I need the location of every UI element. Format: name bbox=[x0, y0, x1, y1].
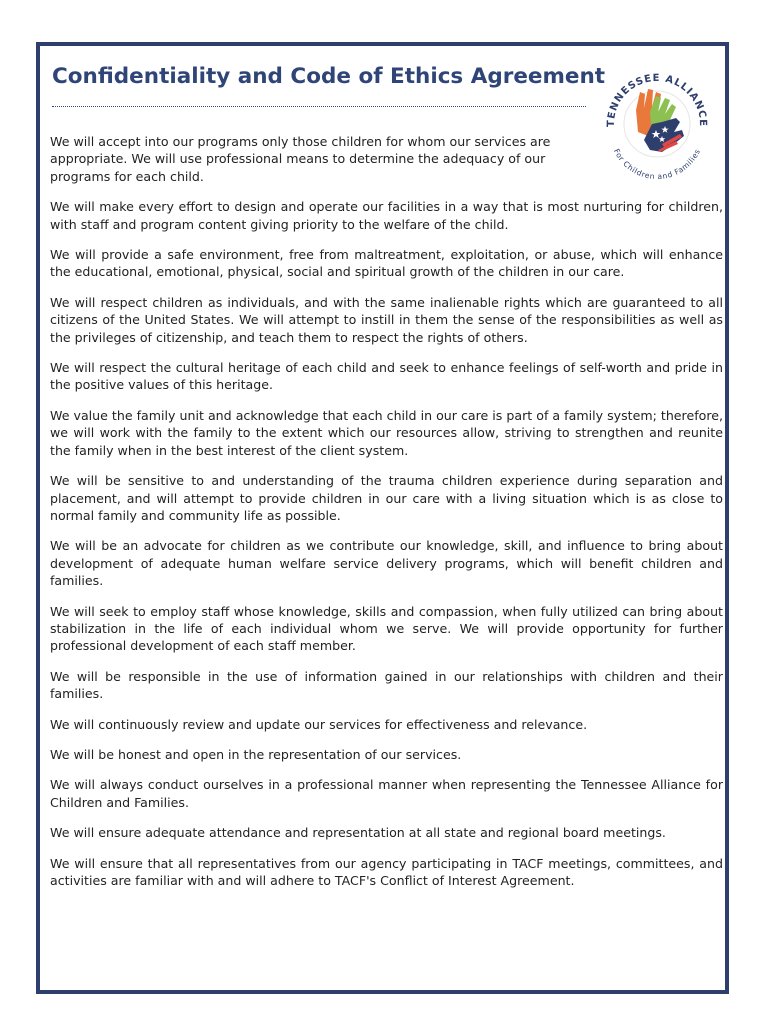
logo-ring-text-bottom: For Children and Families bbox=[611, 147, 703, 182]
agreement-paragraph: We will ensure adequate attendance and representation at all state and regional board meetings. bbox=[50, 825, 666, 841]
agreement-paragraph: We will respect the cultural heritage of each child and seek to enhance feelings of self-worth and pride in the positive values of this heritage. bbox=[50, 360, 723, 393]
agreement-paragraph: We will make every effort to design and operate our facilities in a way that is most nurturing for children, with staff and program content giving priority to the welfare of the child. bbox=[50, 199, 723, 232]
agreement-paragraph: We will be honest and open in the representation of our services. bbox=[50, 746, 462, 762]
agreement-paragraph: We will be sensitive to and understanding of the trauma children experience during separation and placement, and will attempt to provide children in our care with a living situation which is as close to normal family and community life as possible. bbox=[50, 473, 723, 523]
agreement-paragraph: We value the family unit and acknowledge that each child in our care is part of a family system; therefore, we will work with the family to the extent which our resources allow, striving to strengthen and reunite the family when in the best interest of the client system. bbox=[50, 407, 723, 458]
agreement-body bbox=[50, 133, 723, 902]
agreement-paragraph: We will always conduct ourselves in a professional manner when representing the Tennessee Alliance for Children and Families. bbox=[50, 777, 723, 810]
agreement-paragraph: We will be responsible in the use of information gained in our relationships with children and their families. bbox=[50, 668, 723, 702]
agreement-paragraph: We will continuously review and update our services for effectiveness and relevance. bbox=[50, 716, 588, 732]
title-divider bbox=[52, 106, 586, 107]
agreement-paragraph: We will accept into our programs only those children for whom our services are appropriate. We will use professional means to determine the adequacy of our programs for each child. bbox=[50, 134, 551, 184]
agreement-paragraph: We will respect children as individuals, and with the same inalienable rights which are guaranteed to all citizens of the United States. We will attempt to instill in them the sense of the responsibilities as well as the privileges of citizenship, and teach them to respect the rights of others. bbox=[50, 294, 723, 345]
page-title: Confidentiality and Code of Ethics Agreement bbox=[52, 64, 606, 89]
agreement-paragraph: We will be an advocate for children as we contribute our knowledge, skill, and influence to bring about development of adequate human welfare service delivery programs, which will benefit children and families. bbox=[50, 538, 723, 589]
logo-ring-text-top: TENNESSEE ALLIANCE bbox=[605, 72, 709, 128]
agreement-paragraph: We will provide a safe environment, free from maltreatment, exploitation, or abuse, which will enhance the educational, emotional, physical, social and spiritual growth of the children in our care. bbox=[50, 247, 723, 280]
agreement-paragraph: We will seek to employ staff whose knowledge, skills and compassion, when fully utilized can bring about stabilization in the life of each individual whom we serve. We will provide opportunity for further professional development of each staff member. bbox=[50, 603, 723, 654]
agreement-paragraph: We will ensure that all representatives from our agency participating in TACF meetings, committees, and activities are familiar with and will adhere to TACF's Conflict of Interest Agreement. bbox=[50, 855, 723, 888]
